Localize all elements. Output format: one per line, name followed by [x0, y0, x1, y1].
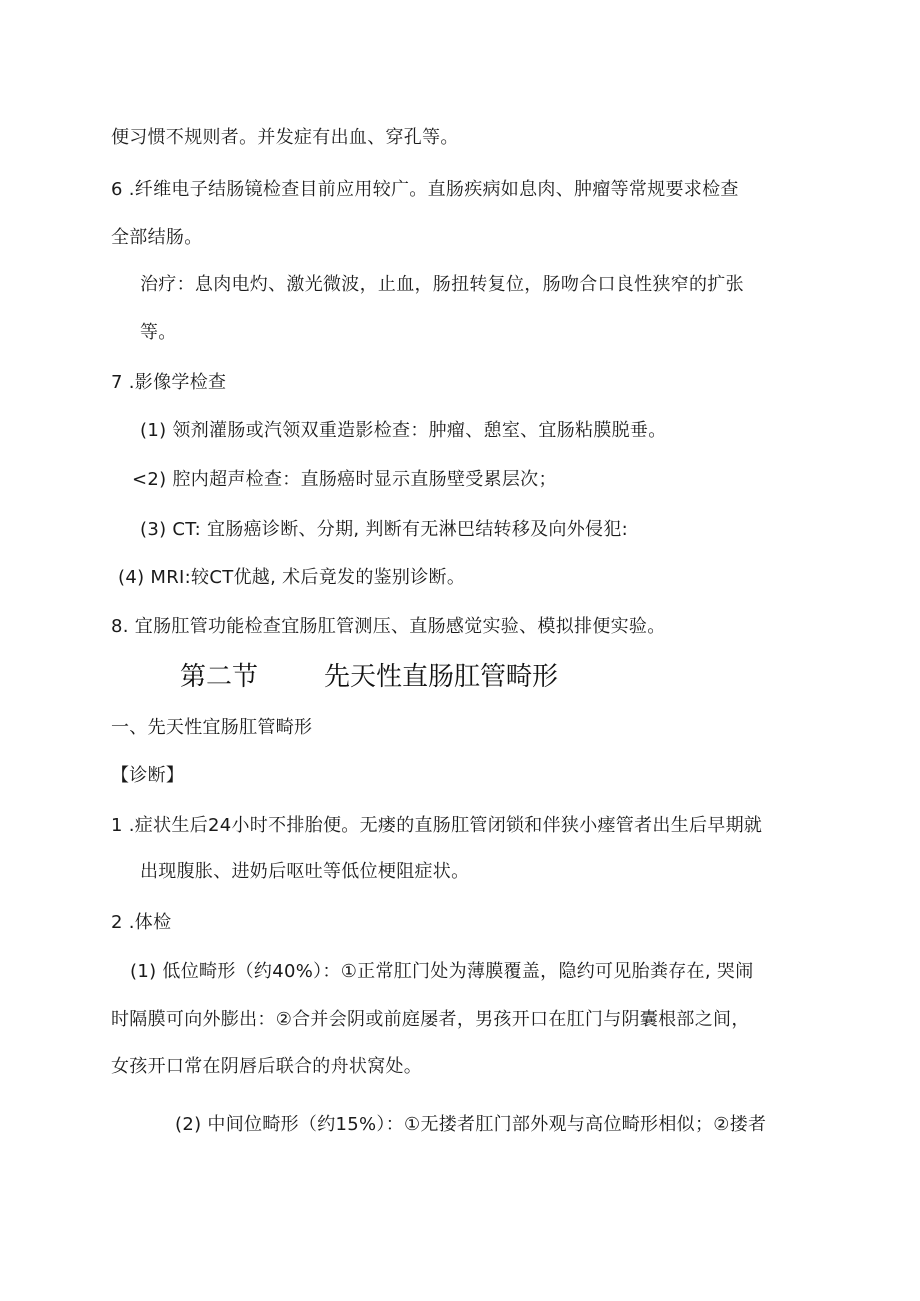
text-line-17: (1) 低位畸形（约40%）：①正常肛门处为薄膜覆盖，隐约可见胎粪存在, 哭闹 [130, 961, 754, 982]
text-line-19: 女孩开口常在阴唇后联合的舟状窝处。 [111, 1056, 423, 1077]
text-line-12: 一、先天性宜肠肛管畸形 [111, 717, 313, 738]
text-line-14: 1 .症状生后24小时不排胎便。无瘘的直肠肛管闭锁和伴狭小瘗管者出生后早期就 [111, 815, 763, 836]
text-line-13: 【诊断】 [111, 765, 185, 786]
section-title: 先天性直肠肛管畸形 [324, 662, 559, 692]
text-line-2: 6 .纤维电子结肠镜检查目前应用较广。直肠疾病如息肉、肿瘤等常规要求检查 [111, 179, 739, 200]
text-line-7: (1) 领剂灌肠或汽领双重造影检查：肿瘤、憩室、宜肠粘膜脱垂。 [140, 420, 667, 441]
section-heading [180, 661, 558, 693]
text-line-5: 等。 [140, 322, 177, 343]
text-line-6: 7 .影像学检查 [111, 372, 227, 393]
text-line-10: (4) MRI:较CT优越, 术后竟发的鉴别诊断。 [118, 567, 466, 588]
text-line-3: 全部结肠。 [111, 227, 203, 248]
section-number: 第二节 [180, 662, 259, 692]
text-line-1: 便习惯不规则者。并发症有出血、穿孔等。 [111, 127, 459, 148]
text-line-16: 2 .体检 [111, 912, 172, 933]
text-line-8: <2) 腔内超声检查：直肠癌时显示直肠壁受累层次； [132, 469, 557, 490]
text-line-11: 8. 宜肠肛管功能检查宜肠肛管测压、直肠感觉实验、模拟排便实验。 [111, 616, 666, 637]
text-line-15: 出现腹胀、进奶后呕吐等低位梗阻症状。 [140, 861, 470, 882]
text-line-9: (3) CT: 宜肠癌诊断、分期, 判断有无淋巴结转移及向外侵犯: [140, 519, 628, 540]
text-line-20: (2) 中间位畸形（约15%）：①无搂者肛门部外观与高位畸形相似；②搂者 [175, 1114, 767, 1135]
text-line-18: 时隔膜可向外膨出：②合并会阴或前庭屡者，男孩开口在肛门与阴囊根部之间， [111, 1009, 750, 1030]
text-line-4: 治疗：息肉电灼、激光微波，止血，肠扭转复位，肠吻合口良性狭窄的扩张 [140, 274, 744, 295]
